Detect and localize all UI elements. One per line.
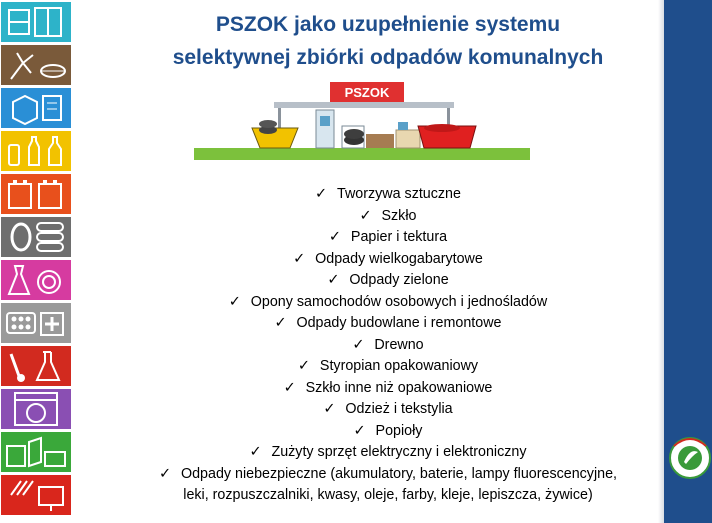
waste-types-list	[92, 184, 684, 506]
list-item: ✓ Opony samochodów osobowych i jednośladów	[92, 292, 684, 314]
list-item: ✓ Styropian opakowaniowy	[92, 356, 684, 378]
list-item: ✓ Odzież i tekstylia	[92, 399, 684, 421]
list-item: ✓ Zużyty sprzęt elektryczny i elektroniczny	[92, 442, 684, 464]
checkmark-icon: ✓	[297, 358, 310, 374]
checkmark-icon: ✓	[328, 229, 341, 245]
checkmark-icon: ✓	[327, 272, 340, 288]
list-item: ✓ Odpady wielkogabarytowe	[92, 249, 684, 271]
checkmark-icon: ✓	[352, 336, 365, 353]
tires-icon	[1, 217, 71, 257]
clothing-icon	[1, 260, 71, 300]
checkmark-icon: ✓	[315, 186, 328, 202]
chemicals-icon	[1, 346, 71, 386]
checkmark-icon: ✓	[293, 250, 306, 267]
list-item: ✓ Papier i tektura	[92, 227, 684, 249]
checkmark-icon: ✓	[283, 379, 296, 396]
checkmark-icon: ✓	[323, 401, 336, 417]
construction-waste-icon	[1, 432, 71, 472]
bottles-icon	[1, 131, 71, 171]
furniture-icon	[1, 2, 71, 42]
list-item: ✓ Odpady niebezpieczne (akumulatory, baterie, lampy fluorescencyjne,	[92, 464, 684, 485]
checkmark-icon: ✓	[359, 207, 372, 224]
list-item: ✓ Szkło	[92, 206, 684, 228]
batteries-icon	[1, 174, 71, 214]
washing-machine-icon	[1, 389, 71, 429]
checkmark-icon: ✓	[249, 444, 262, 460]
list-item: ✓ Popioły	[92, 421, 684, 443]
pszok-sign: PSZOK	[344, 85, 390, 100]
list-item: ✓ Odpady zielone	[92, 270, 684, 292]
checkmark-icon: ✓	[158, 465, 171, 482]
slide-title-line-2: selektywnej zbiórki odpadów komunalnych	[172, 46, 604, 69]
list-item-continuation: leki, rozpuszczalniki, kwasy, oleje, farby, kleje, lepiszcza, żywice)	[183, 486, 593, 503]
list-item: ✓ Odpady budowlane i remontowe	[92, 313, 684, 335]
medicine-icon	[1, 303, 71, 343]
slide-title-line-1: PSZOK jako uzupełnienie systemu	[215, 13, 561, 36]
list-item: ✓ Drewno	[92, 335, 684, 357]
eco-badge-icon	[664, 432, 712, 490]
checkmark-icon: ✓	[353, 422, 366, 439]
checkmark-icon: ✓	[228, 293, 241, 310]
electronics-icon	[1, 475, 71, 515]
list-item: ✓ Szkło inne niż opakowaniowe	[92, 378, 684, 400]
branches-icon	[1, 45, 71, 85]
checkmark-icon: ✓	[274, 315, 287, 331]
category-icon-strip	[0, 0, 72, 523]
pszok-facility-illustration	[194, 82, 530, 162]
list-item: ✓ Tworzywa sztuczne	[92, 184, 684, 206]
paper-boxes-icon	[1, 88, 71, 128]
